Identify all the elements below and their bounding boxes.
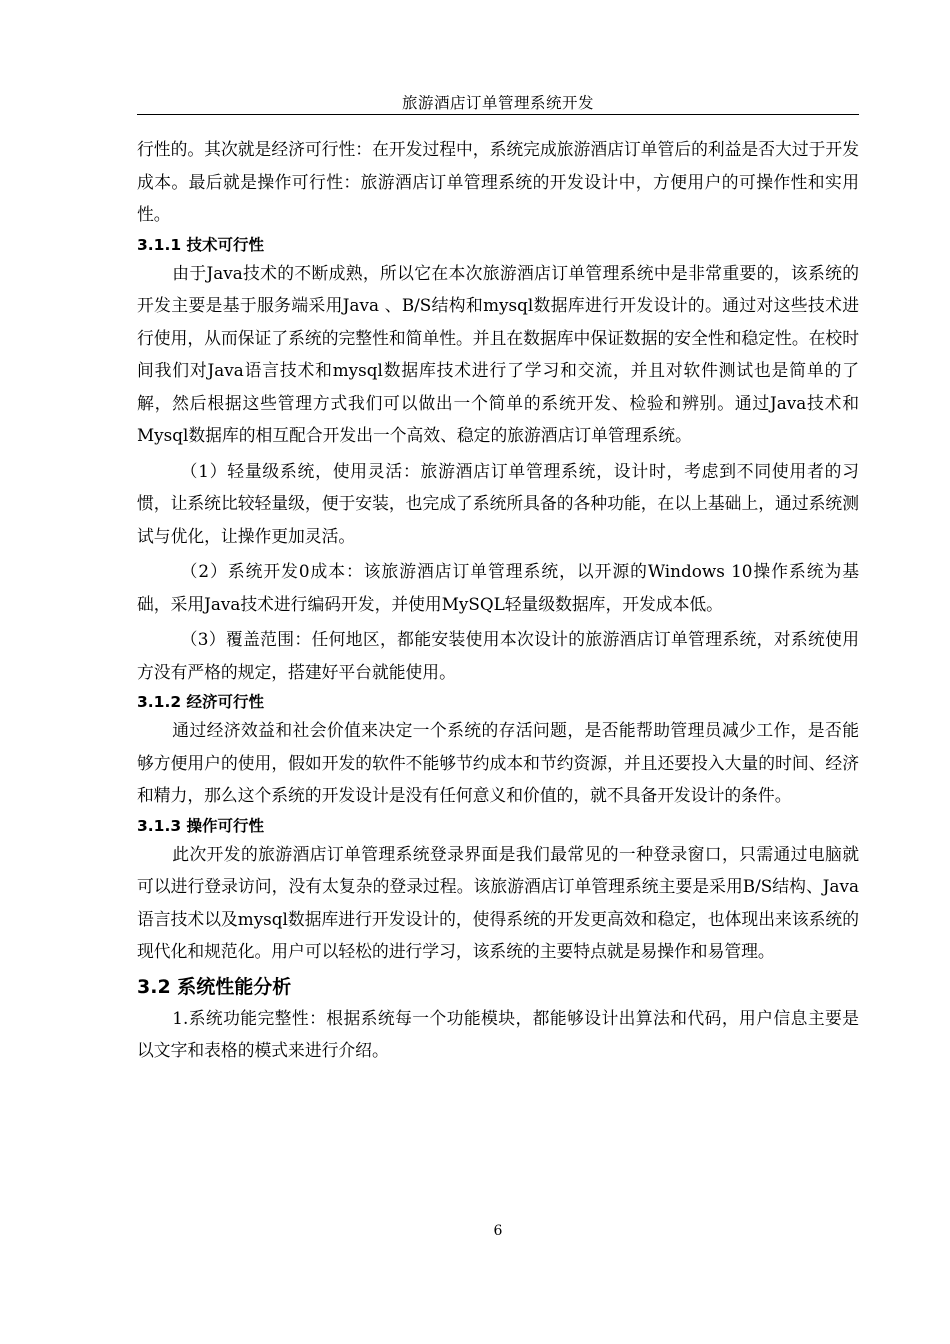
list-item-zero-cost: （2）系统开发0成本：该旅游酒店订单管理系统，以开源的Windows 10操作系统为基础，采用Java技术进行编码开发，并使用MySQL轻量级数据库，开发成本低。 — [137, 561, 859, 614]
tech-feasibility-paragraph: 由于Java技术的不断成熟，所以它在本次旅游酒店订单管理系统中是非常重要的，该系统的开发主要是基于服务端采用Java 、B/S结构和mysql数据库进行开发设计的。通过对这些技术进行使用，从而保证了系统的完整性和简单性。并且在数据库中保证数据的安全性和稳定性。在校时间我们对Java语言技术和mysql数据库技术进行了学习和交流，并且对软件测试也是简单的了解，然后根据这些管理方式我们可以做出一个简单的系统开发、检验和辨别。通过Java技术和Mysql数据库的相互配合开发出一个高效、稳定的旅游酒店订单管理系统。 — [137, 262, 859, 445]
page-body — [137, 133, 859, 1067]
operational-feasibility-paragraph: 此次开发的旅游酒店订单管理系统登录界面是我们最常见的一种登录窗口，只需通过电脑就可以进行登录访问，没有太复杂的登录过程。该旅游酒店订单管理系统主要是采用B/S结构、Java语言技术以及mysql数据库进行开发设计的，使得系统的开发更高效和稳定，也体现出来该系统的现代化和规范化。用户可以轻松的进行学习，该系统的主要特点就是易操作和易管理。 — [137, 843, 859, 961]
section-heading-3-1-2: 3.1.2 经济可行性 — [137, 693, 265, 711]
running-header-title: 旅游酒店订单管理系统开发 — [401, 94, 594, 112]
section-heading-3-1-3: 3.1.3 操作可行性 — [137, 816, 265, 835]
page-number: 6 — [493, 1223, 503, 1239]
performance-analysis-paragraph: 1.系统功能完整性：根据系统每一个功能模块，都能够设计出算法和代码，用户信息主要是以文字和表格的模式来进行介绍。 — [137, 1007, 859, 1060]
list-item-lightweight: （1）轻量级系统，使用灵活：旅游酒店订单管理系统，设计时，考虑到不同使用者的习惯，让系统比较轻量级，便于安装，也完成了系统所具备的各种功能，在以上基础上，通过系统测试与优化，让操作更加灵活。 — [137, 460, 859, 546]
section-heading-3-2: 3.2 系统性能分析 — [137, 975, 292, 998]
section-heading-3-1-1: 3.1.1 技术可行性 — [137, 235, 265, 254]
economic-feasibility-paragraph: 通过经济效益和社会价值来决定一个系统的存活问题，是否能帮助管理员减少工作，是否能够方便用户的使用，假如开发的软件不能够节约成本和节约资源，并且还要投入大量的时间、经济和精力，那么这个系统的开发设计是没有任何意义和价值的，就不具备开发设计的条件。 — [137, 720, 859, 805]
header-divider — [137, 114, 859, 115]
intro-paragraph: 行性的。其次就是经济可行性：在开发过程中，系统完成旅游酒店订单管后的利益是否大过于开发成本。最后就是操作可行性：旅游酒店订单管理系统的开发设计中，方便用户的可操作性和实用性。 — [137, 139, 859, 224]
list-item-coverage: （3）覆盖范围：任何地区，都能安装使用本次设计的旅游酒店订单管理系统，对系统使用方没有严格的规定，搭建好平台就能使用。 — [137, 629, 859, 682]
